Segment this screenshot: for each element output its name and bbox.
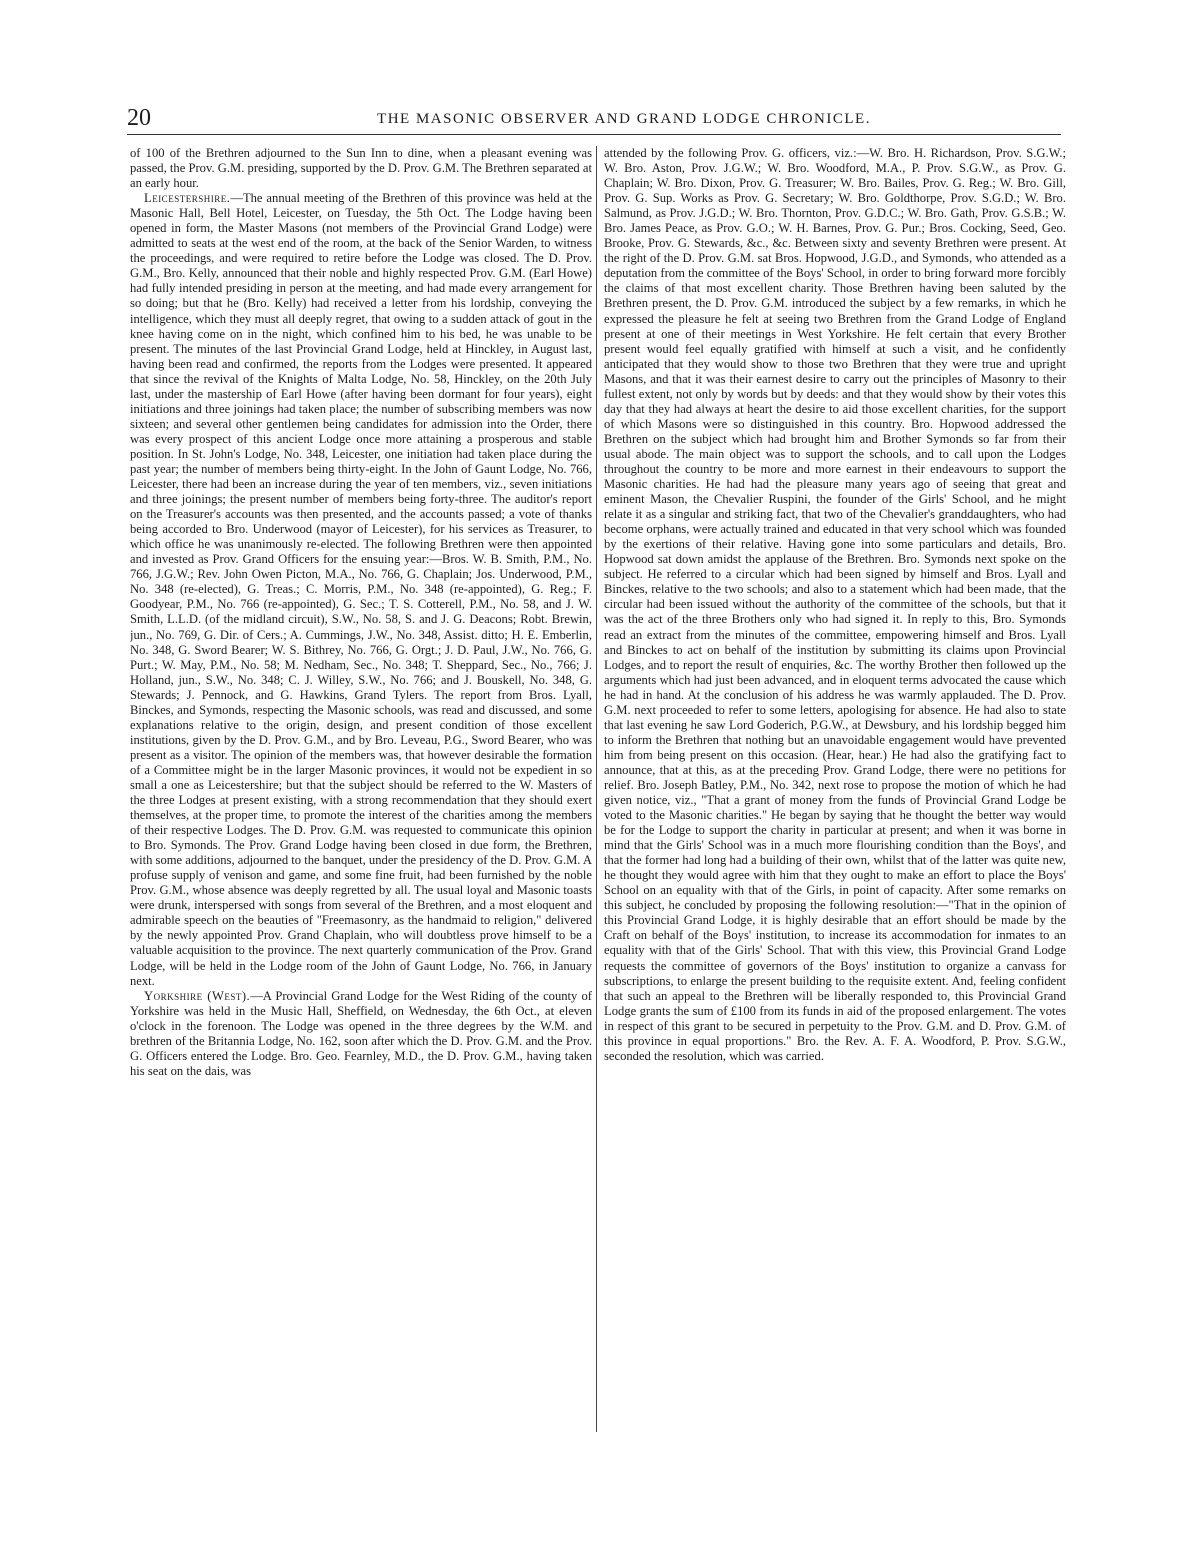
paragraph-continued: of 100 of the Brethren adjourned to the Sun Inn to dine, when a pleasant evening was passed, the Prov. G.M. presiding, supported by the D. Prov. G.M. The Brethren separated at an early hour.: [130, 146, 592, 191]
section-heading-yorkshire-west: Yorkshire (West).: [144, 988, 251, 1003]
page-header: [127, 106, 1061, 135]
paragraph-yorkshire-west-body: —A Provincial Grand Lodge for the West Riding of the county of Yorkshire was held in the Music Hall, Sheffield, on Wednesday, the 6th Oct., at eleven o'clock in the forenoon. The Lodge was opened in the three degrees by the W.M. and brethren of the Britannia Lodge, No. 162, soon after which the D. Prov. G.M. and the Prov. G. Officers entered the Lodge. Bro. Geo. Fearnley, M.D., the D. Prov. G.M., having taken his seat on the dais, was: [130, 988, 592, 1078]
paragraph-leicestershire-body: —The annual meeting of the Brethren of this province was held at the Masonic Hall, Bell Hotel, Leicester, on Tuesday, the 5th Oct. The Lodge having been opened in form, the Master Masons (not members of the Provincial Grand Lodge) were admitted to seats at the west end of the room, at the back of the Senior Warden, to witness the proceedings, and were required to retire before the Lodge was closed. The D. Prov. G.M., Bro. Kelly, announced that their noble and highly respected Prov. G.M. (Earl Howe) had fully intended presiding in person at the meeting, and had made every arrangement for so doing; but that he (Bro. Kelly) had received a letter from his lordship, conveying the intelligence, which they must all deeply regret, that owing to a sudden attack of gout in the knee having come on in the night, which confined him to his bed, he was unable to be present. The minutes of the last Provincial Grand Lodge, held at Hinckley, in August last, having been read and confirmed, the reports from the Lodges were presented. It appeared that since the revival of the Knights of Malta Lodge, No. 58, Hinckley, on the 20th July last, under the mastership of Earl Howe (after having been dormant for four years), eight initiations and three joinings had taken place; the number of subscribing members was now sixteen; and several other gentlemen being candidates for admission into the Order, there was every prospect of this ancient Lodge once more attaining a prosperous and stable position. In St. John's Lodge, No. 348, Leicester, one initiation had taken place during the past year; the number of members being thirty-eight. In the John of Gaunt Lodge, No. 766, Leicester, there had been an increase during the year of ten members, viz., seven initiations and three joinings; the present number of members being forty-three. The auditor's report on the Treasurer's accounts was then presented, and the accounts passed; a vote of thanks being accorded to Bro. Underwood (mayor of Leicester), for his services as Treasurer, to which office he was unanimously re-elected. The following Brethren were then appointed and invested as Prov. Grand Officers for the ensuing year:—Bros. W. B. Smith, P.M., No. 766, J.G.W.; Rev. John Owen Picton, M.A., No. 766, G. Chaplain; Jos. Underwood, P.M., No. 348 (re-elected), G. Treas.; C. Morris, P.M., No. 348 (re-appointed), G. Reg.; F. Goodyear, P.M., No. 766 (re-appointed), G. Sec.; T. S. Cotterell, P.M., No. 58, and J. W. Smith, L.L.D. (of the midland circuit), S.W., No. 58, S. and J. G. Deacons; Robt. Brewin, jun., No. 769, G. Dir. of Cers.; A. Cummings, J.W., No. 348, Assist. ditto; H. E. Emberlin, No. 348, G. Sword Bearer; W. S. Bithrey, No. 766, G. Orgt.; J. D. Paul, J.W., No. 766, G. Purt.; W. May, P.M., No. 58; M. Nedham, Sec., No. 348; T. Sheppard, Sec., No., 766; J. Holland, jun., S.W., No. 348; C. J. Willey, S.W., No. 766; and J. Bouskell, No. 348, G. Stewards; J. Pennock, and G. Hawkins, Grand Tylers. The report from Bros. Lyall, Binckes, and Symonds, respecting the Masonic schools, was read and discussed, and some explanations relative to the origin, design, and present condition of those excellent institutions, given by the D. Prov. G.M., and by Bro. Leveau, P.G., Sword Bearer, who was present as a visitor. The opinion of the members was, that however desirable the formation of a Committee might be in the larger Masonic provinces, it would not be expedient in so small a one as Leicestershire; but that the subject should be referred to the W. Masters of the three Lodges at present existing, with a strong recommendation that they should exert themselves, at the proper time, to promote the interest of the charities among the members of their respective Lodges. The D. Prov. G.M. was requested to communicate this opinion to Bro. Symonds. The Prov. Grand Lodge having been closed in due form, the Brethren, with some additions, adjourned to the banquet, under the presidency of the D. Prov. G.M. A profuse supply of venison and game, and some fine fruit, had been furnished by the noble Prov. G.M., whose absence was deeply regretted by all. The usual loyal and Masonic toasts were drunk, interspersed with songs from several of the Brethren, and a most eloquent and admirable speech on the beauties of "Freemasonry, as the handmaid to religion," delivered by the newly appointed Prov. Grand Chaplain, who will doubtless prove himself to be a valuable acquisition to the province. The next quarterly communication of the Prov. Grand Lodge, will be held in the Lodge room of the John of Gaunt Lodge, No. 766, in January next.: [130, 191, 592, 988]
right-column: [604, 146, 1066, 1436]
section-heading-leicestershire: Leicestershire.: [144, 191, 231, 206]
paragraph-yorkshire-continued: attended by the following Prov. G. officers, viz.:—W. Bro. H. Richardson, Prov. S.G.W.; W. Bro. Aston, Prov. J.G.W.; W. Bro. Woodford, M.A., P. Prov. S.G.W., as Prov. G. Chaplain; W. Bro. Dixon, Prov. G. Treasurer; W. Bro. Bailes, Prov. G. Reg.; W. Bro. Gill, Prov. G. Sup. Works as Prov. G. Secretary; W. Bro. Goldthorpe, Prov. S.G.D.; W. Bro. Salmund, as Prov. J.G.D.; W. Bro. Thornton, Prov. G.D.C.; W. Bro. Gath, Prov. G.S.B.; W. Bro. James Peace, as Prov. G.O.; W. H. Barnes, Prov. G. Pur.; Bros. Cocking, Seed, Geo. Brooke, Prov. G. Stewards, &c., &c. Between sixty and seventy Brethren were present. At the right of the D. Prov. G.M. sat Bros. Hopwood, J.G.D., and Symonds, who attended as a deputation from the committee of the Boys' School, in order to bring forward more forcibly the claims of that most excellent charity. Those Brethren having been saluted by the Brethren present, the D. Prov. G.M. introduced the subject by a few remarks, in which he expressed the pleasure he felt at seeing two Brethren from the Grand Lodge of England present at one of their meetings in West Yorkshire. He felt certain that every Brother present would feel equally gratified with himself at such a visit, and he confidently anticipated that they would show to those two Brethren that they were true and upright Masons, and that it was their earnest desire to carry out the principles of Masonry to their fullest extent, not only by words but by deeds: and that they would show by their votes this day that they had always at heart the desire to aid those excellent charities, for the support of which Masons were so distinguished in this country. Bro. Hopwood addressed the Brethren on the subject which had brought him and Brother Symonds so far from their usual abode. The main object was to support the schools, and to call upon the Lodges throughout the country to be more and more earnest in their endeavours to support the Masonic charities. He had had the pleasure many years ago of seeing that great and eminent Mason, the Chevalier Ruspini, the founder of the Girls' School, and he might relate it as a singular and striking fact, that two of the Chevalier's granddaughters, who had become orphans, were actually trained and educated in that very school which was founded by the exertions of their relative. Having gone into some particulars and details, Bro. Hopwood sat down amidst the applause of the Brethren. Bro. Symonds next spoke on the subject. He referred to a circular which had been signed by himself and Bros. Lyall and Binckes, relative to the two schools; and also to a statement which had been made, that the circular had been issued without the authority of the committee of the schools, but that it was the act of the three Brothers only who had signed it. In reply to this, Bro. Symonds read an extract from the minutes of the committee, empowering himself and Bros. Lyall and Binckes to act on behalf of the institution by submitting its claims upon Provincial Lodges, and to report the result of enquiries, &c. The worthy Brother then followed up the arguments which had just been advanced, and in eloquent terms advocated the cause which he had in hand. At the conclusion of his address he was warmly applauded. The D. Prov. G.M. next proceeded to refer to some letters, apologising for absence. He had also to state that last evening he saw Lord Goderich, P.G.W., at Dewsbury, and his lordship begged him to inform the Brethren that nothing but an unavoidable engagement would have prevented him from being present on this occasion. (Hear, hear.) He had also the gratifying fact to announce, that at this, as at the preceding Prov. Grand Lodge, there were no petitions for relief. Bro. Joseph Batley, P.M., No. 342, next rose to propose the motion of which he had given notice, viz., "That a grant of money from the funds of Provincial Grand Lodge be voted to the Masonic charities." He began by saying that he thought the better way would be for the Lodge to support the charity in particular at present; and when it was borne in mind that the Girls' School was in a much more flourishing condition than the Boys', and that the former had long had a building of their own, whilst that of the latter was quite new, he thought they would agree with him that they ought to make an effort to place the Boys' School on an equality with that of the Girls, in point of capacity. After some remarks on this subject, he concluded by proposing the following resolution:—"That in the opinion of this Provincial Grand Lodge, it is highly desirable that an effort should be made by the Craft on behalf of the Boys' institution, to increase its accommodation for inmates to an equality with that of the Girls' School. That with this view, this Provincial Grand Lodge requests the committee of governors of the Boys' institution to organize a canvass for subscriptions, to enlarge the present building to the requisite extent. And, feeling confident that such an appeal to the Brethren will be liberally responded to, this Provincial Grand Lodge grants the sum of £100 from its funds in aid of the proposed enlargement. The votes in respect of this grant to be secured in perpetuity to the Prov. G.M. and D. Prov. G.M. of this province in equal proportions." Bro. the Rev. A. F. A. Woodford, P. Prov. S.G.W., seconded the resolution, which was carried.: [604, 146, 1066, 1063]
paragraph-yorkshire-west: [130, 989, 592, 1079]
column-divider: [596, 146, 597, 1432]
running-title: THE MASONIC OBSERVER AND GRAND LODGE CHRONICLE.: [377, 111, 871, 127]
paragraph-leicestershire: [130, 191, 592, 988]
page-number: 20: [127, 105, 151, 131]
left-column: [130, 146, 592, 1436]
